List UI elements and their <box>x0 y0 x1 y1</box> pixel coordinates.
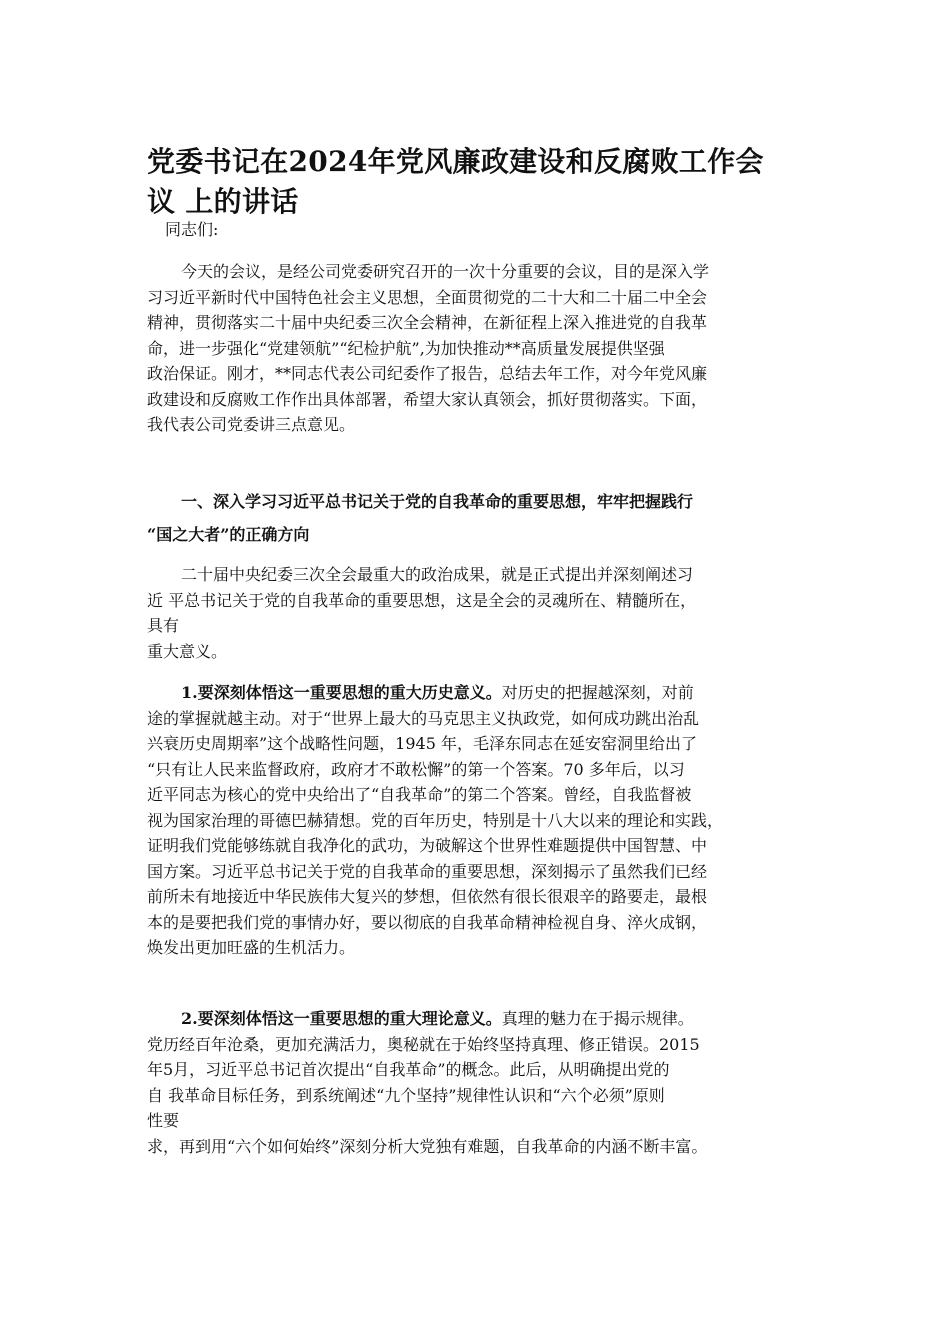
section-heading-line: “国之大者”的正确方向 <box>147 525 310 544</box>
point-line: 焕发出更加旺盛的生机活力。 <box>147 938 356 957</box>
section-1-body <box>147 562 807 664</box>
point-2-paragraph <box>147 1006 807 1159</box>
point-lead: 1.要深刻体悟这一重要思想的重大历史意义。 <box>181 683 502 702</box>
point-first-line <box>147 680 807 706</box>
point-line: 视为国家治理的哥德巴赫猜想。党的百年历史，特别是十八大以来的理论和实践， <box>147 810 724 830</box>
section-heading-line: 一、深入学习习近平总书记关于党的自我革命的重要思想，牢牢把握践行 <box>181 492 694 511</box>
point-first-rest: 真理的魅力在于揭示规律。 <box>501 1009 694 1028</box>
document-title <box>147 142 807 222</box>
point-line: 前所未有地接近中华民族伟大复兴的梦想，但依然有很长很艰辛的路要走，最根 <box>147 887 708 906</box>
intro-line: 命，进一步强化“党建领航”“纪检护航”,为加快推动**高质量发展提供坚强 <box>147 338 665 358</box>
section-body-line: 二十届中央纪委三次全会最重大的政治成果，就是正式提出并深刻阐述习 <box>181 565 694 584</box>
intro-paragraph <box>147 259 807 438</box>
point-line: 党历经百年沧桑，更加充满活力，奥秘就在于始终坚持真理、修正错误。2015 <box>147 1034 700 1054</box>
point-line: 近平同志为核心的党中央给出了“自我革命”的第二个答案。曾经，自我监督被 <box>147 785 692 804</box>
greeting: 同志们: <box>165 220 219 239</box>
point-1-paragraph <box>147 680 807 961</box>
point-first-rest: 对历史的把握越深刻，对前 <box>501 683 694 702</box>
point-line: 自 我革命目标任务，到系统阐述“九个坚持”规律性认识和“六个必须”原则 <box>147 1085 665 1105</box>
section-body-line: 具有 <box>147 616 180 635</box>
intro-line: 我代表公司党委讲三点意见。 <box>147 415 356 434</box>
intro-line: 精神，贯彻落实二十届中央纪委三次全会精神，在新征程上深入推进党的自我革 <box>147 313 708 332</box>
title-line-1: 党委书记在2024年党风廉政建设和反腐败工作会 <box>147 145 764 178</box>
point-line: 证明我们党能够练就自我净化的武功，为破解这个世界性难题提供中国智慧、中 <box>147 836 708 855</box>
point-line: “只有让人民来监督政府，政府才不敢松懈”的第一个答案。70 多年后，以习 <box>147 759 685 779</box>
intro-line: 政治保证。刚才，**同志代表公司纪委作了报告，总结去年工作，对今年党风廉 <box>147 364 708 383</box>
point-line: 性要 <box>147 1111 180 1130</box>
section-body-line: 重大意义。 <box>147 641 228 661</box>
intro-line: 今天的会议，是经公司党委研究召开的一次十分重要的会议，目的是深入学 <box>181 262 710 281</box>
intro-line: 政建设和反腐败工作作出具体部署，希望大家认真领会，抓好贯彻落实。下面， <box>147 389 708 409</box>
point-line: 求，再到用“六个如何始终”深刻分析大党独有难题，自我革命的内涵不断丰富。 <box>147 1136 708 1156</box>
point-line: 本的是要把我们党的事情办好，要以彻底的自我革命精神检视自身、淬火成钢， <box>147 912 708 932</box>
title-line-2: 议 上的讲话 <box>147 185 299 218</box>
point-line: 兴衰历史周期率”这个战略性问题，1945 年，毛泽东同志在延安窑洞里给出了 <box>147 734 697 753</box>
point-lead: 2.要深刻体悟这一重要思想的重大理论意义。 <box>181 1009 502 1028</box>
point-line: 国方案。习近平总书记关于党的自我革命的重要思想，深刻揭示了虽然我们已经 <box>147 861 708 881</box>
intro-line: 习习近平新时代中国特色社会主义思想，全面贯彻党的二十大和二十届二中全会 <box>147 287 708 307</box>
point-first-line <box>147 1006 807 1032</box>
section-1-heading <box>147 485 827 551</box>
point-line: 年5月，习近平总书记首次提出“自我革命”的概念。此后，从明确提出党的 <box>147 1060 670 1079</box>
point-line: 途的掌握就越主动。对于“世界上最大的马克思主义执政党，如何成功跳出治乱 <box>147 708 700 728</box>
section-body-line: 近 平总书记关于党的自我革命的重要思想，这是全会的灵魂所在、精髓所在， <box>147 590 697 610</box>
